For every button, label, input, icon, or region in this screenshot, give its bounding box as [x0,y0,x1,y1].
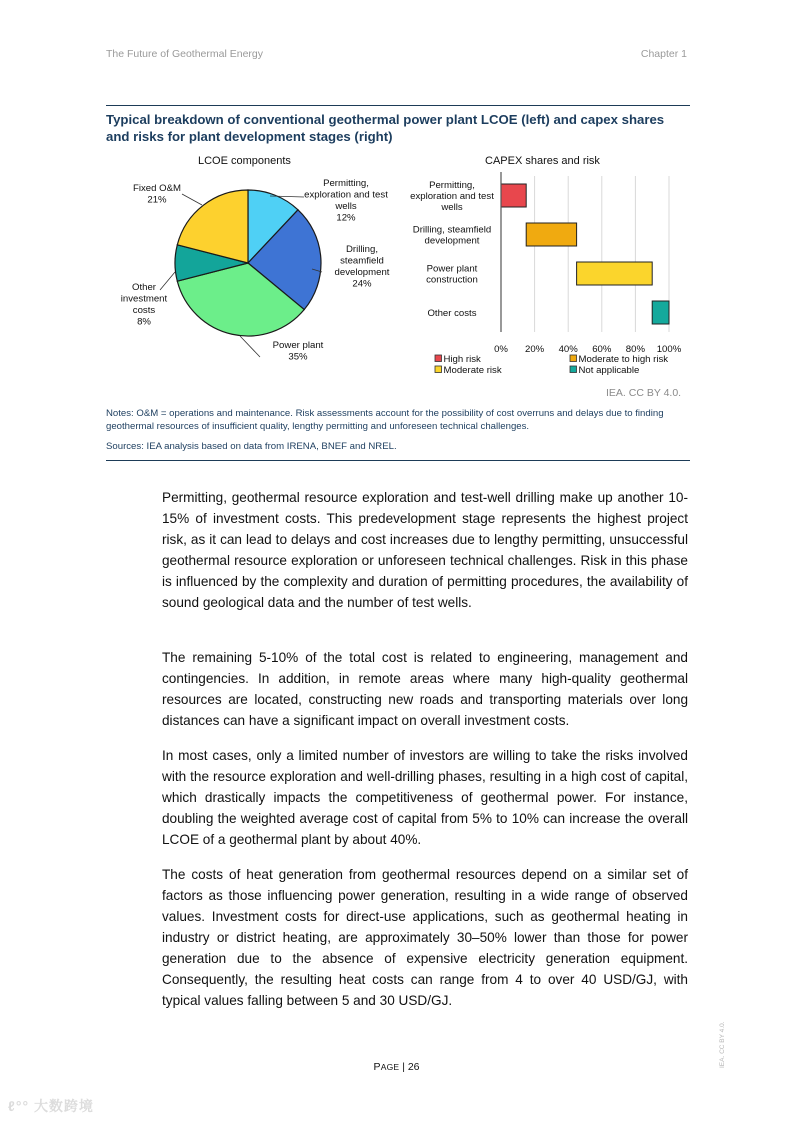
capex-bar-1 [501,184,526,207]
watermark-icon: ℓ°° [8,1098,30,1114]
lcoe-pie-chart [100,172,430,372]
body-paragraph-1: Permitting, geothermal resource exploration and test-well drilling make up another 10-15% of investment costs. This predevelopment stage represents the highest project risk, as it can lead to delays and cost increases due to lengthy permitting, unsuccessful geothermal resource exploration or unforeseen technical challenges. Risk in this phase is influenced by the complexity and duration of permitting procedures, the availability of sound geological data and the number of test wells. [162,490,688,610]
body-paragraph-2: The remaining 5-10% of the total cost is related to engineering, management and contingencies. In addition, in remote areas where many high-quality geothermal resources are located, constructing new roads and transporting materials over long distances can have a significant impact on overall investment costs. [162,650,688,728]
running-head-title: The Future of Geothermal Energy [106,48,263,60]
x-tick-label: 40% [558,344,578,355]
figure-title: Typical breakdown of conventional geothermal power plant LCOE (left) and capex shares and risks for plant development stages (right) [106,112,665,144]
legend-swatch-4 [570,366,577,373]
body-paragraph-4: The costs of heat generation from geothermal resources depend on a similar set of factors as those influencing power generation, resulting in a wide range of observed values. Investment costs for direct-use applications, such as geothermal heating in industry or district heating, are approximately 30–50% lower than those for power generation due to the absence of expensive electricity generation equipment. Consequently, the resulting heat costs can range from 4 to over 40 USD/GJ, with typical values falling between 5 and 30 USD/GJ. [162,867,688,1008]
pie-leader-line-4 [160,272,175,290]
pie-label-4: Other investment costs 8% [120,282,168,328]
page-number-value: | 26 [402,1061,420,1073]
figure-notes: Notes: O&M = operations and maintenance. Risk assessments account for the possibility of cost overruns and delays due to finding geothermal resources of insufficient quality, lengthy permitting and unforeseen technical challenges. [106,408,664,432]
watermark-text: 大数跨境 [33,1098,94,1114]
watermark-logo [8,1096,94,1116]
legend-label-4: Not applicable [578,365,640,376]
x-tick-label: 0% [494,344,508,355]
x-tick-label: 60% [592,344,612,355]
running-head-chapter: Chapter 1 [640,48,687,60]
pie-label-2: Drilling, steamfield development 24% [334,244,390,290]
bar-chart-title: CAPEX shares and risk [485,155,600,167]
page-label-rest: AGE [380,1062,400,1072]
pie-label-5: Fixed O&M 21% [133,183,181,206]
legend-label-3: Moderate risk [443,365,502,376]
capex-bar-3 [577,262,653,285]
pie-label-3: Power plant 35% [272,340,324,363]
capex-bar-4 [652,301,669,324]
capex-bar-2 [526,223,576,246]
legend-label-1: High risk [443,354,481,365]
pie-chart-title: LCOE components [198,155,291,167]
legend-swatch-2 [570,355,577,362]
y-category-label-2: Drilling, steamfield development [412,224,492,247]
y-category-label-4: Other costs [427,308,477,319]
y-category-label-3: Power plant construction [426,263,478,286]
x-tick-label: 100% [656,344,682,355]
body-paragraph-3: In most cases, only a limited number of investors are willing to take the risks involved with the resource exploration and well-drilling phases, resulting in a high cost of capital, which drastically impacts the competitiveness of geothermal power. For instance, doubling the weighted average cost of capital from 5% to 10% can increase the overall LCOE of a geothermal plant by about 40%. [162,748,688,847]
figure-credit: IEA. CC BY 4.0. [606,387,682,399]
side-credit: IEA. CC BY 4.0. [719,1021,726,1068]
page-label-first: P [373,1061,381,1073]
figure-bottom-rule [106,460,690,461]
figure-top-rule [106,105,690,106]
legend-swatch-3 [435,366,442,373]
legend-label-2: Moderate to high risk [578,354,669,365]
y-category-label-1: Permitting, exploration and test wells [410,180,494,213]
pie-label-1: Permitting, exploration and test wells 12% [304,178,388,224]
figure-sources: Sources: IEA analysis based on data from IRENA, BNEF and NREL. [106,441,397,452]
legend-swatch-1 [435,355,442,362]
page-number [0,1061,793,1073]
pie-leader-line-5 [182,194,202,205]
x-tick-label: 80% [625,344,646,355]
x-tick-label: 20% [524,344,545,355]
capex-bar-chart [400,170,700,385]
pie-leader-line-3 [240,336,260,357]
